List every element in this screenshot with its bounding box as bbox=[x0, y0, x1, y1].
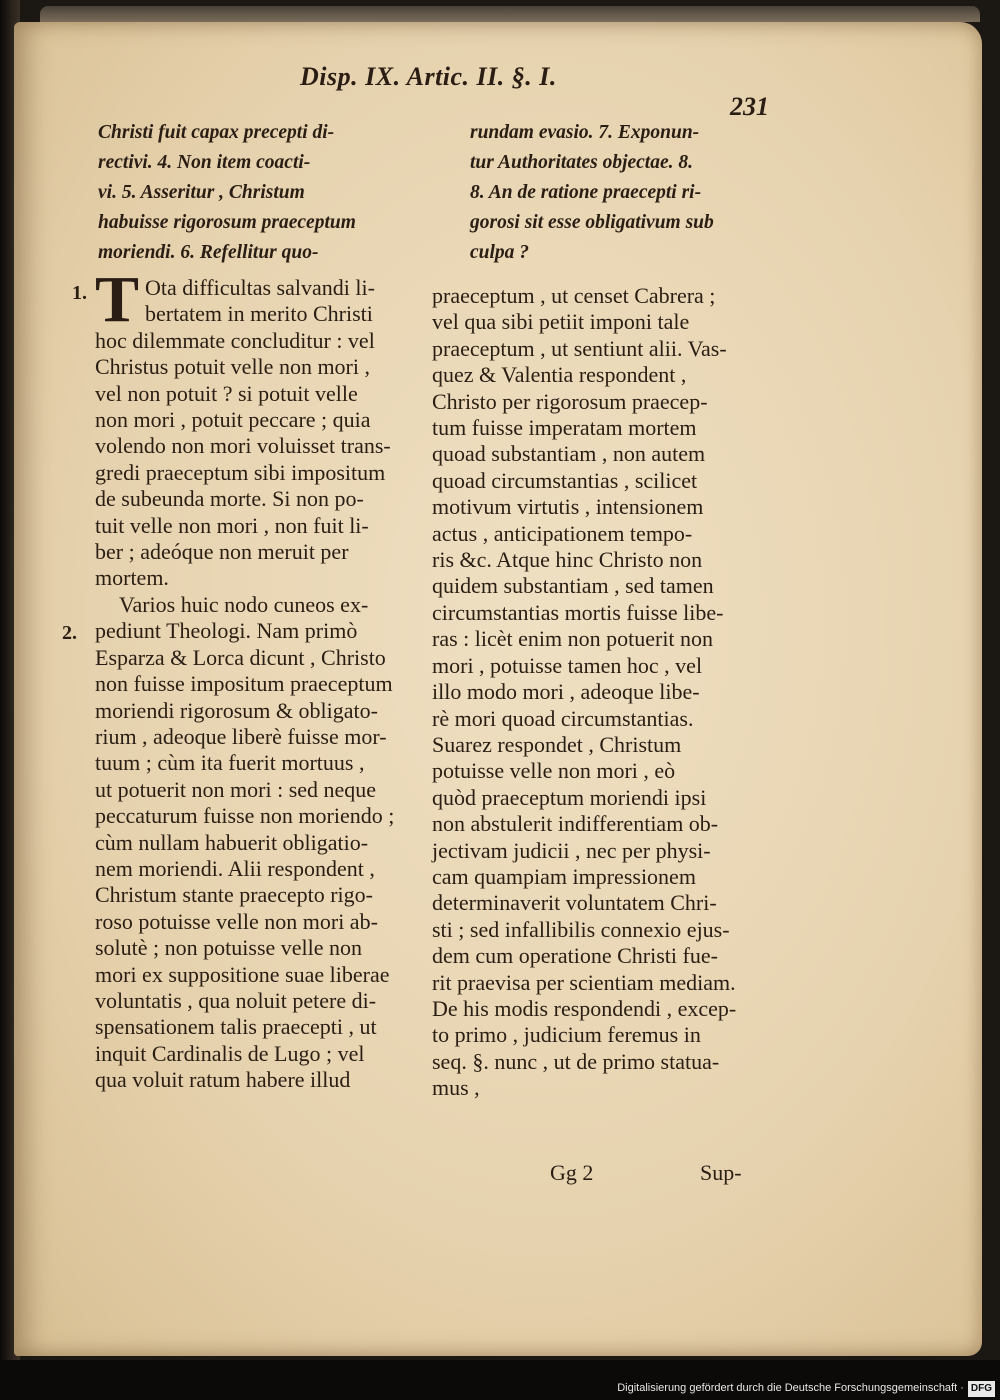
text-line: rium , adeoque liberè fuisse mor- bbox=[95, 723, 387, 749]
section-number-1: 1. bbox=[72, 282, 87, 304]
text-line: hoc dilemmate concluditur : vel bbox=[95, 327, 375, 353]
text-line: gredi praeceptum sibi impositum bbox=[95, 459, 386, 485]
text-line: sti ; sed infallibilis connexio ejus- bbox=[432, 916, 730, 942]
body-column-left bbox=[95, 275, 425, 1094]
body-column-right bbox=[432, 283, 777, 1102]
text-line: quoad circumstantias , scilicet bbox=[432, 467, 698, 493]
text-line: dem cum operatione Christi fue- bbox=[432, 943, 718, 969]
text-line: to primo , judicium feremus in bbox=[432, 1022, 701, 1048]
text-line: inquit Cardinalis de Lugo ; vel bbox=[95, 1040, 365, 1066]
text-line: vel qua sibi petiit imponi tale bbox=[432, 309, 690, 335]
text-line: Varios huic nodo cuneos ex- bbox=[119, 591, 369, 617]
text-line: seq. §. nunc , ut de primo statua- bbox=[432, 1048, 720, 1074]
text-line: motivum virtutis , intensionem bbox=[432, 494, 704, 520]
text-line: qua voluit ratum habere illud bbox=[95, 1067, 351, 1093]
text-line: Suarez respondet , Christum bbox=[432, 731, 682, 757]
text-line: non fuisse impositum praeceptum bbox=[95, 671, 393, 697]
text-line: Ota difficultas salvandi li- bbox=[145, 275, 375, 300]
text-line: ber ; adeóque non meruit per bbox=[95, 539, 349, 565]
text-line: quoad substantiam , non autem bbox=[432, 441, 706, 467]
text-line: circumstantias mortis fuisse libe- bbox=[432, 599, 724, 625]
text-line: jectivam judicii , nec per physi- bbox=[432, 837, 711, 863]
text-line: Christus potuit velle non mori , bbox=[95, 354, 370, 380]
text-line: mus , bbox=[432, 1075, 480, 1101]
text-line: praeceptum , ut censet Cabrera ; bbox=[432, 283, 716, 308]
text-line: volendo non mori voluisset trans- bbox=[95, 433, 391, 459]
running-title: Disp. IX. Artic. II. §. I. bbox=[300, 62, 557, 91]
text-line: voluntatis , qua noluit petere di- bbox=[95, 987, 377, 1013]
text-line: Christum stante praecepto rigo- bbox=[95, 882, 373, 908]
signature-mark: Gg 2 bbox=[550, 1160, 594, 1185]
text-line: illo modo mori , adeoque libe- bbox=[432, 679, 700, 705]
summary-line: rectivi. 4. Non item coacti- bbox=[98, 152, 311, 173]
text-line: tum fuisse imperatam mortem bbox=[432, 415, 697, 441]
text-line: mori ex suppositione suae liberae bbox=[95, 961, 390, 987]
text-line: tuum ; cùm ita fuerit mortuus , bbox=[95, 750, 365, 776]
dfg-logo: DFG bbox=[968, 1381, 995, 1397]
summary-right bbox=[470, 118, 790, 268]
text-line: determinaverit voluntatem Chri- bbox=[432, 890, 717, 916]
summary-line: Christi fuit capax precepti di- bbox=[98, 122, 335, 143]
text-line: ut potuerit non mori : sed neque bbox=[95, 776, 377, 802]
text-line: cam quampiam impressionem bbox=[432, 863, 696, 889]
summary-line: tur Authoritates objectae. 8. bbox=[470, 152, 694, 173]
text-line: non abstulerit indifferentiam ob- bbox=[432, 811, 719, 837]
summary-line: 8. An de ratione praecepti ri- bbox=[470, 182, 702, 203]
text-line: De his modis respondendi , excep- bbox=[432, 995, 737, 1021]
text-line: roso potuisse velle non mori ab- bbox=[95, 908, 378, 934]
summary-line: rundam evasio. 7. Exponun- bbox=[470, 122, 700, 143]
credit-text: Digitalisierung gefördert durch die Deutsche Forschungsgemeinschaft · bbox=[617, 1382, 964, 1394]
text-line: ras : licèt enim non potuerit non bbox=[432, 626, 714, 652]
text-line: nem moriendi. Alii respondent , bbox=[95, 855, 375, 881]
text-line: quidem substantiam , sed tamen bbox=[432, 573, 714, 599]
text-line: Esparza & Lorca dicunt , Christo bbox=[95, 644, 386, 670]
text-line: mori , potuisse tamen hoc , vel bbox=[432, 652, 703, 678]
digitization-credit bbox=[555, 1380, 995, 1396]
text-line: spensationem talis praecepti , ut bbox=[95, 1014, 377, 1040]
text-line: bertatem in merito Christi bbox=[145, 301, 373, 327]
page-number: 231 bbox=[730, 92, 769, 121]
catchword: Sup- bbox=[700, 1160, 742, 1185]
text-line: ris &c. Atque hinc Christo non bbox=[432, 547, 703, 573]
summary-line: vi. 5. Asseritur , Christum bbox=[98, 182, 305, 203]
text-line: rit praevisa per scientiam mediam. bbox=[432, 969, 736, 995]
text-line: pediunt Theologi. Nam primò bbox=[95, 618, 358, 644]
text-line: quez & Valentia respondent , bbox=[432, 362, 687, 388]
summary-line: moriendi. 6. Refellitur quo- bbox=[98, 242, 319, 263]
text-line: tuit velle non mori , non fuit li- bbox=[95, 512, 369, 538]
text-line: rè mori quoad circumstantias. bbox=[432, 705, 694, 731]
summary-left bbox=[98, 118, 418, 268]
summary-line: culpa ? bbox=[470, 242, 530, 263]
drop-cap: T bbox=[95, 263, 140, 336]
text-line: vel non potuit ? si potuit velle bbox=[95, 380, 358, 406]
text-line: non mori , potuit peccare ; quia bbox=[95, 407, 371, 433]
text-line: cùm nullam habuerit obligatio- bbox=[95, 829, 369, 855]
text-line: actus , anticipationem tempo- bbox=[432, 520, 693, 546]
text-line: solutè ; non potuisse velle non bbox=[95, 935, 363, 961]
text-line: moriendi rigorosum & obligato- bbox=[95, 697, 378, 723]
text-line: Christo per rigorosum praecep- bbox=[432, 388, 708, 414]
summary-line: habuisse rigorosum praeceptum bbox=[98, 212, 356, 233]
text-line: mortem. bbox=[95, 565, 169, 591]
summary-line: gorosi sit esse obligativum sub bbox=[470, 212, 714, 233]
page-stack-edge bbox=[40, 6, 980, 22]
text-line: peccaturum fuisse non moriendo ; bbox=[95, 803, 395, 829]
text-line: praeceptum , ut sentiunt alii. Vas- bbox=[432, 335, 727, 361]
text-line: de subeunda morte. Si non po- bbox=[95, 486, 364, 512]
text-line: potuisse velle non mori , eò bbox=[432, 758, 676, 784]
text-line: quòd praeceptum moriendi ipsi bbox=[432, 784, 707, 810]
section-number-2: 2. bbox=[62, 622, 77, 644]
